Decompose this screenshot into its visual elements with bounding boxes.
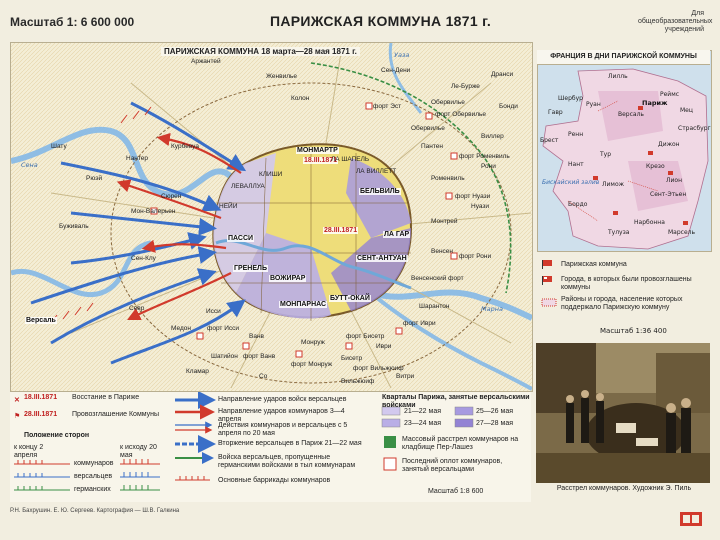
poster-header [0, 0, 720, 42]
district-label: СЕНТ-АНТУАН [357, 255, 407, 262]
inset-place-label: Тур [600, 151, 612, 158]
legend-proclamation-date: 28.III.1871 [24, 411, 58, 418]
place-label: Роменвиль [431, 175, 465, 182]
district-label: КЛИШИ [259, 171, 283, 178]
legend-massacre: Массовый расстрел коммунаров на кладбище Пер-Лашез [402, 436, 519, 451]
main-map-graphics [11, 43, 532, 391]
uprising-date-label: 18.III.1871 [304, 157, 338, 164]
place-label: Иври [376, 343, 392, 350]
inset-legend [537, 256, 710, 336]
fort-label: форт Исси [207, 325, 240, 332]
district-label: БУТТ-ОКАЙ [330, 295, 370, 302]
fort-label: форт Эст [373, 103, 402, 110]
inset-place-label: Нант [568, 161, 584, 168]
district-label: ВОЖИРАР [270, 275, 306, 282]
place-label: Рюэй [86, 175, 103, 182]
main-map-title: ПАРИЖСКАЯ КОММУНА 18 марта—28 мая 1871 г. [161, 47, 360, 56]
city-commune-flag-icon [541, 276, 557, 285]
inset-place-label: Шербур [558, 95, 583, 102]
legend-positions-title: Положение сторон [24, 432, 90, 439]
place-label: Рони [481, 163, 496, 170]
legend-last-stand: Последний оплот коммунаров, занятый версальцами [402, 458, 503, 473]
place-label: Кламар [186, 368, 209, 375]
place-label: Бонди [499, 103, 518, 110]
place-label: Буживаль [59, 223, 89, 230]
inset-place-label: Мец [680, 107, 693, 114]
district-label: ГРЕНЕЛЬ [234, 265, 267, 272]
inset-place-label: Гавр [548, 109, 563, 116]
inset-place-label: Лилль [608, 73, 628, 80]
place-label: Колон [291, 95, 310, 102]
inset-place-label: Лион [666, 177, 683, 184]
legend-german-pass: Войска версальцев, пропущенные германскими войсками в тыл коммунарам [218, 454, 356, 469]
fort-label: форт Рони [459, 253, 492, 260]
inset-scale: Масштаб 1:36 400 [600, 327, 667, 335]
inset-legend-commune: Парижская коммуна [561, 261, 627, 268]
place-label: Версаль [26, 317, 56, 324]
painting-caption: Расстрел коммунаров. Художник Э. Пиль [556, 485, 692, 492]
place-label: Шатийон [211, 353, 238, 360]
place-label: Пантен [421, 143, 443, 150]
main-map [10, 42, 533, 392]
place-label: Севр [129, 305, 145, 312]
inset-place-label: Брест [540, 137, 559, 144]
inset-place-label: Марсель [668, 229, 696, 236]
inset-place-label: Страсбург [678, 125, 711, 132]
place-label: Сюрен [161, 193, 182, 200]
painting [536, 343, 710, 483]
inset-place-paris: Париж [642, 99, 668, 107]
legend-scale: Масштаб 1:8 600 [428, 488, 484, 495]
place-label: Венсен [431, 248, 453, 255]
svg-text:⚑: ⚑ [14, 413, 21, 420]
inset-place-label: Нарбонна [634, 219, 665, 226]
inset-map-graphics [538, 51, 711, 251]
place-label: Ванв [249, 333, 264, 340]
place-label: Вильжюиф [341, 378, 375, 385]
district-label: ЛА ВИЛЛЕТТ [356, 168, 397, 175]
legend-proclamation: Провозглашение Коммуны [72, 411, 160, 418]
publisher-note: Для общеобразовательных учреждений [638, 10, 713, 33]
inset-map [537, 50, 712, 252]
inset-place-label: Реймс [660, 91, 680, 98]
inset-legend-cities: Города, в которых были провозглашены коммуны [561, 276, 692, 291]
legend-pos-may: к исходу 20 мая [120, 444, 157, 459]
district-label: МОНПАРНАС [280, 301, 327, 308]
legend-period-23: 23—24 мая [404, 420, 442, 427]
credits: Р.Н. Бахрушин. Е. Ю. Сергеев. Картография — Ш.В. Галкина [10, 508, 180, 514]
place-label: Дранси [491, 71, 514, 78]
svg-text:✕: ✕ [14, 397, 20, 404]
fort-label: форт Бисетр [346, 333, 385, 340]
fort-label: форт Ванв [243, 353, 276, 360]
commune-flag-icon [541, 260, 557, 269]
legend-actions: Действия коммунаров и версальцев с 5 апреля по 20 мая [218, 422, 348, 437]
place-label: Монруж [301, 339, 325, 346]
place-label: Обервилье [431, 99, 465, 106]
legend-pos-april: к концу 2 апреля [14, 444, 44, 459]
inset-place-label: Сент-Этьен [650, 191, 687, 198]
legend-communards: коммунаров [74, 460, 114, 467]
publisher-logo-icon [680, 512, 702, 526]
place-label: Шату [51, 143, 67, 150]
inset-place-label: Бордо [568, 201, 588, 208]
painting-picture [536, 343, 710, 483]
river-label: Сена [21, 161, 38, 169]
place-label: Монтрей [431, 218, 458, 225]
place-label: Обервилье [411, 125, 445, 132]
legend-invasion: Вторжение версальцев в Париж 21—22 мая [218, 440, 362, 447]
legend-uprising: Восстание в Париже [72, 394, 140, 401]
district-label: ЛЕВАЛЛУА [231, 183, 265, 190]
legend-communard-attacks: Направление ударов коммунаров 3—4 апреля [218, 408, 345, 423]
place-label: Женвилье [266, 73, 298, 80]
fort-label: форт Вильжюиф [353, 365, 404, 372]
inset-place-label: Дижон [658, 141, 680, 148]
inset-title: ФРАНЦИЯ В ДНИ ПАРИЖСКОЙ КОММУНЫ [537, 50, 710, 65]
support-area-icon [541, 298, 557, 307]
district-label: НЕЙИ [219, 203, 238, 210]
fort-label: форт Иври [403, 320, 436, 327]
legend-germans: германских [74, 486, 111, 493]
proclamation-date-label: 28.III.1871 [324, 227, 358, 234]
district-label: ЛА ГАР [384, 231, 410, 238]
legend-period-25: 25—26 мая [476, 408, 514, 415]
inset-place-label: Лимож [602, 181, 625, 188]
place-label: Мон-Валерьен [131, 208, 176, 215]
poster-title: ПАРИЖСКАЯ КОММУНА 1871 г. [270, 13, 492, 29]
place-label: Ле-Бурже [451, 83, 480, 90]
header-scale: Масштаб 1: 6 600 000 [10, 15, 135, 29]
fort-label: форт Роменвиль [459, 153, 510, 160]
district-label: БЕЛЬВИЛЬ [360, 188, 400, 195]
district-label: ЛА ШАПЕЛЬ [331, 156, 370, 163]
legend-versaillais: версальцев [74, 473, 113, 480]
legend-period-27: 27—28 мая [476, 420, 514, 427]
fort-label: Венсенский форт [411, 275, 464, 282]
place-label: Медон [171, 325, 191, 332]
river-label: Уаза [394, 51, 410, 59]
place-label: Шарантон [419, 303, 450, 310]
inset-place-label: Тулуза [608, 229, 630, 236]
place-label: Витри [396, 373, 415, 380]
place-label: Сен-Клу [131, 255, 156, 262]
legend-versailles-attacks: Направление ударов войск версальцев [218, 396, 347, 403]
place-label: Нантер [126, 155, 149, 162]
fort-label: форт Обервилье [435, 111, 487, 118]
place-label: Сен-Дени [381, 67, 411, 74]
place-label: Исси [206, 308, 221, 315]
inset-legend-support: Районы и города, население которых поддержало Парижскую коммуну [561, 296, 683, 311]
fort-label: форт Нуази [455, 193, 491, 200]
inset-place-label: Руан [586, 101, 601, 108]
place-label: Нуази [471, 203, 490, 210]
district-label: МОНМАРТР [297, 147, 338, 154]
place-label: Со [259, 373, 268, 380]
place-label: Виллер [481, 133, 504, 140]
river-label: Марна [481, 305, 503, 313]
place-label: Курбевуа [171, 143, 199, 150]
legend-barricades: Основные баррикады коммунаров [218, 477, 331, 484]
district-label: ПАССИ [228, 235, 254, 242]
fort-label: форт Монруж [291, 361, 333, 368]
legend-uprising-date: 18.III.1871 [24, 394, 58, 401]
legend [10, 392, 531, 502]
legend-period-21: 21—22 мая [404, 408, 442, 415]
place-label: Аржантей [191, 58, 221, 65]
inset-place-label: Крезо [646, 163, 665, 170]
inset-place-label: Ренн [568, 131, 584, 138]
legend-quarters-title: Кварталы Парижа, занятые версальскими войсками [382, 394, 530, 409]
place-label: Бисетр [341, 355, 363, 362]
inset-place-label: Версаль [618, 111, 644, 118]
inset-sea-label: Бискайский залив [542, 179, 600, 186]
